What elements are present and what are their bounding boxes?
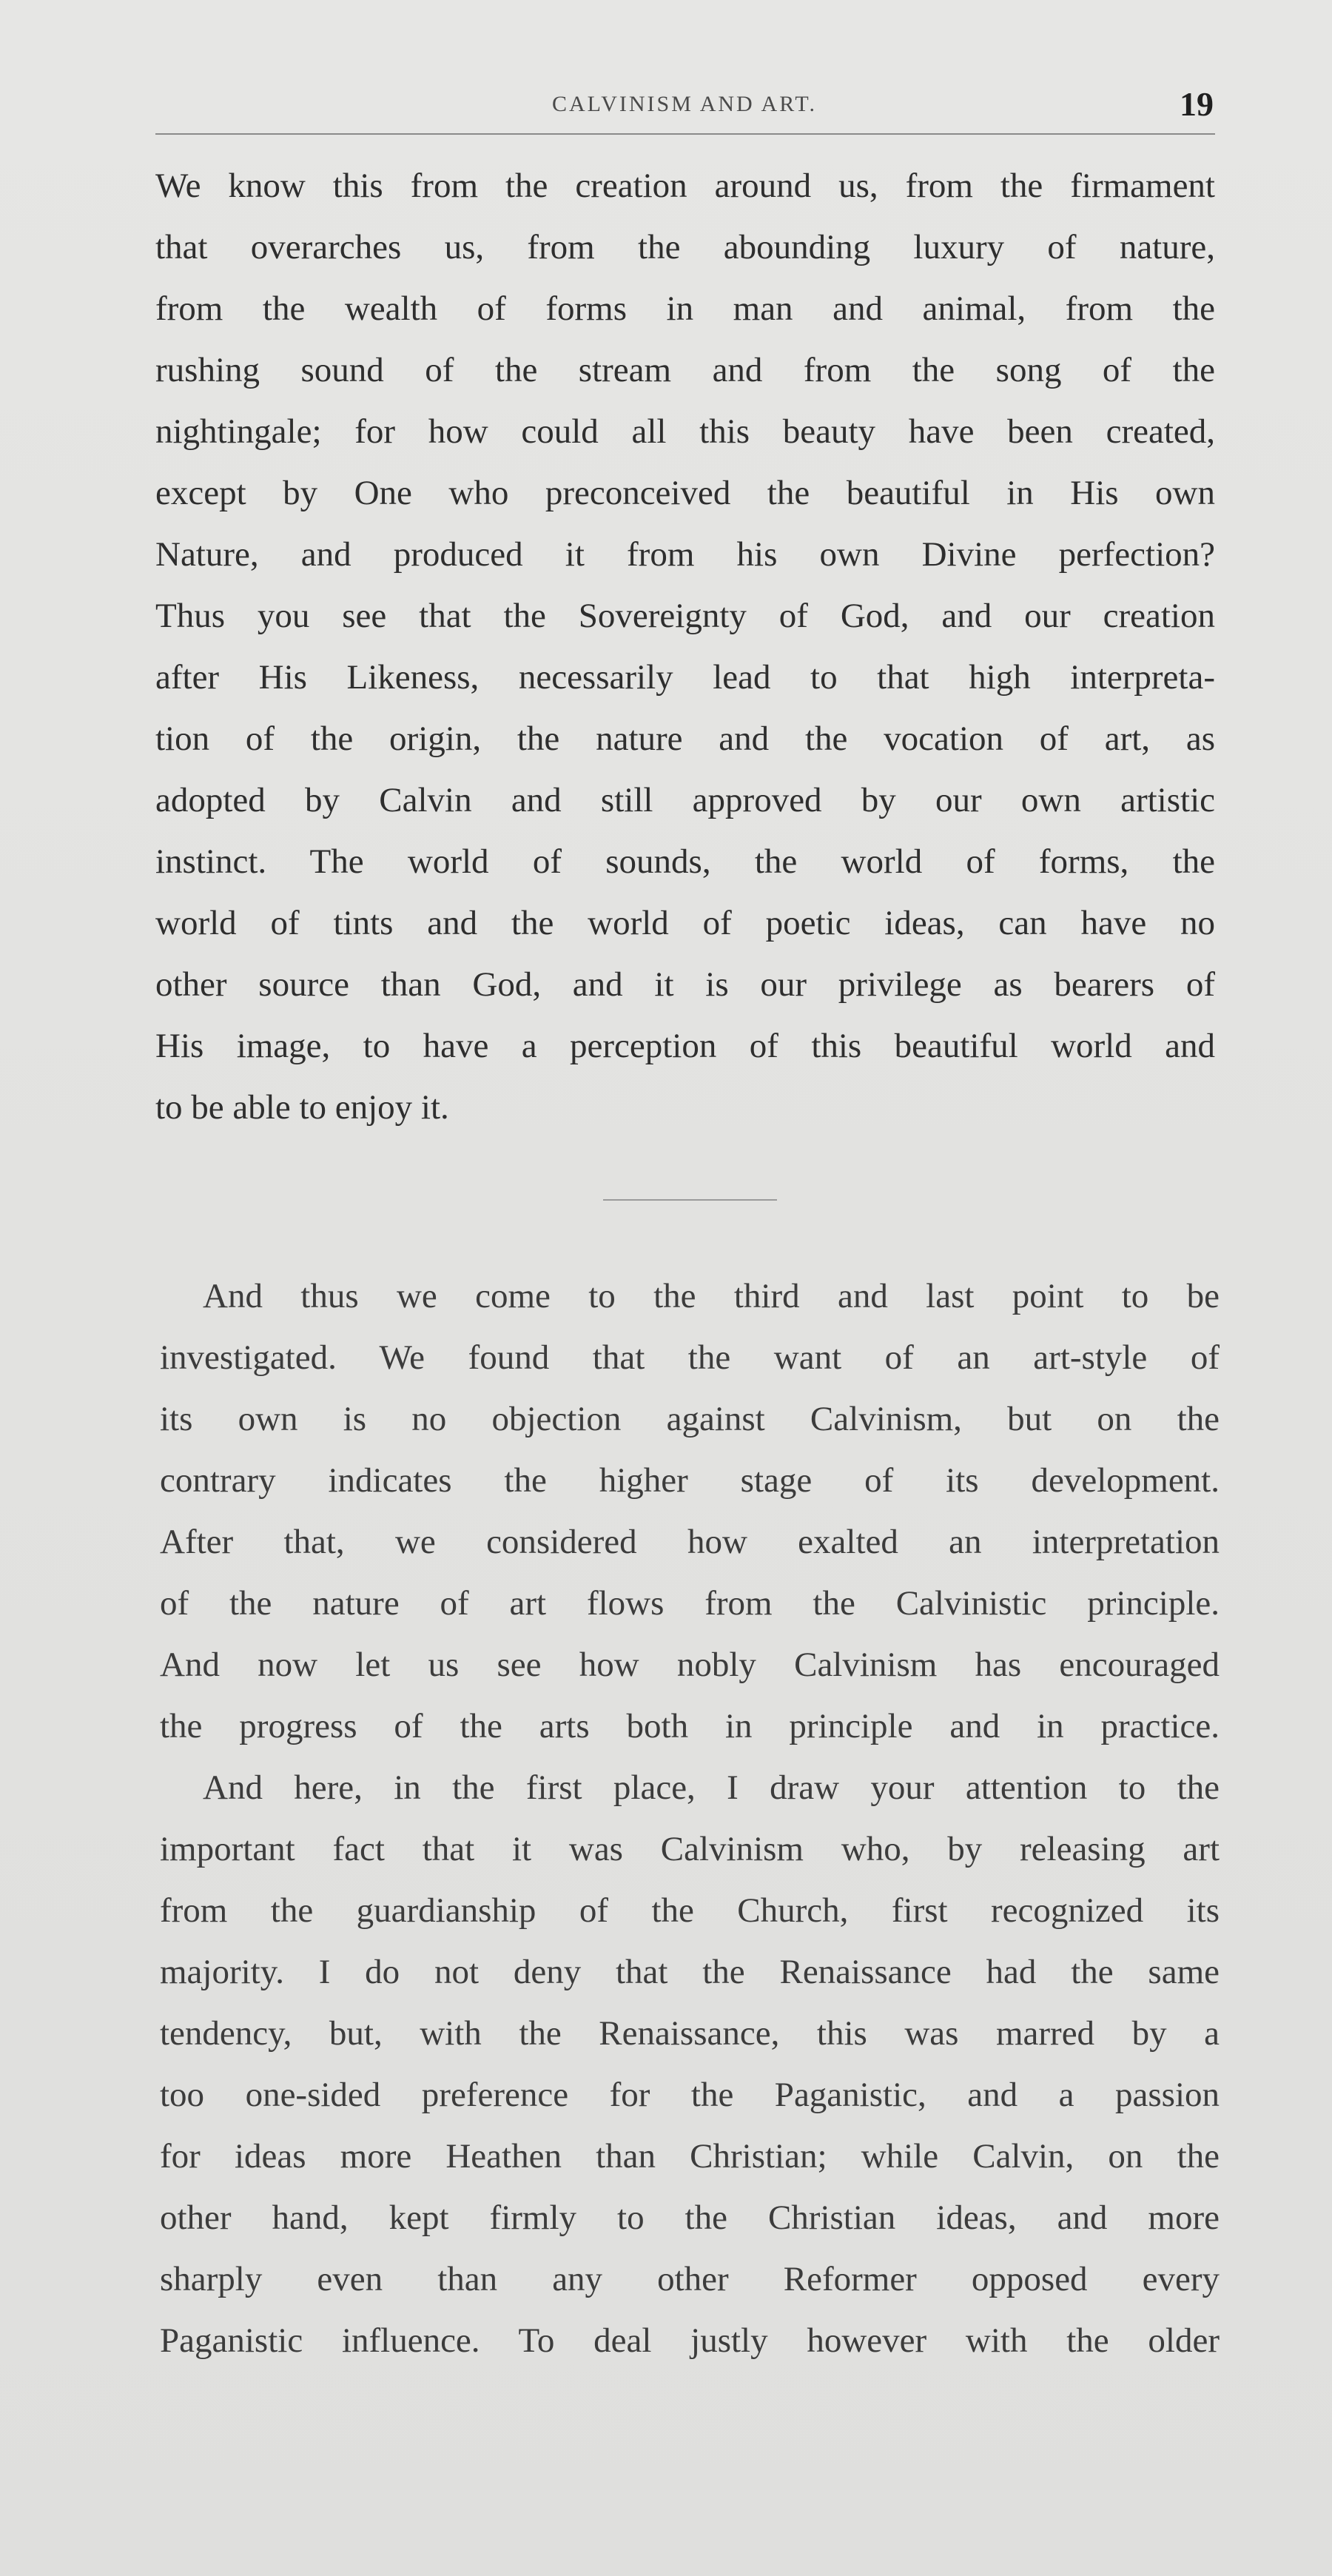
text-line: from the guardianship of the Church, first recognized its	[160, 1891, 1220, 1930]
text-line: too one-sided preference for the Paganistic, and a passion	[160, 2076, 1220, 2114]
text-line: its own is no objection against Calvinism, but on the	[160, 1400, 1220, 1438]
text-line: of the nature of art flows from the Calvinistic principle.	[160, 1584, 1220, 1623]
text-line: tion of the origin, the nature and the vocation of art, as	[155, 720, 1215, 758]
text-line: from the wealth of forms in man and animal, from the	[155, 289, 1215, 328]
text-line: important fact that it was Calvinism who, by releasing art	[160, 1830, 1220, 1868]
text-line: rushing sound of the stream and from the song of the	[155, 351, 1215, 389]
text-line: the progress of the arts both in principle and in practice.	[160, 1707, 1220, 1745]
text-line: after His Likeness, necessarily lead to that high interpreta-	[155, 658, 1215, 697]
page-number: 19	[1180, 85, 1214, 123]
header-rule	[155, 133, 1215, 135]
text-line: And here, in the first place, I draw your attention to the	[203, 1768, 1220, 1807]
paragraph-1	[155, 155, 1215, 1138]
text-line: for ideas more Heathen than Christian; while Calvin, on the	[160, 2137, 1220, 2176]
text-line: except by One who preconceived the beautiful in His own	[155, 474, 1215, 512]
text-line: contrary indicates the higher stage of its development.	[160, 1461, 1220, 1500]
text-line: And now let us see how nobly Calvinism has encouraged	[160, 1646, 1220, 1684]
text-line: investigated. We found that the want of an art-style of	[160, 1338, 1220, 1377]
text-line: Thus you see that the Sovereignty of God, and our creation	[155, 597, 1215, 635]
text-line: Nature, and produced it from his own Divine perfection?	[155, 535, 1215, 574]
text-line: to be able to enjoy it.	[155, 1088, 449, 1127]
text-line: After that, we considered how exalted an interpretation	[160, 1523, 1220, 1561]
text-line: Paganistic influence. To deal justly however with the older	[160, 2321, 1220, 2360]
text-line: instinct. The world of sounds, the world of forms, the	[155, 842, 1215, 881]
text-line: majority. I do not deny that the Renaissance had the same	[160, 1953, 1220, 1991]
text-line: other source than God, and it is our privilege as bearers of	[155, 965, 1215, 1004]
text-line: world of tints and the world of poetic ideas, can have no	[155, 904, 1215, 942]
running-title: CALVINISM AND ART.	[551, 92, 818, 116]
text-line: His image, to have a perception of this beautiful world and	[155, 1027, 1215, 1065]
text-line: other hand, kept firmly to the Christian ideas, and more	[160, 2198, 1220, 2237]
text-line: sharply even than any other Reformer opposed every	[160, 2260, 1220, 2298]
text-line: tendency, but, with the Renaissance, this was marred by a	[160, 2014, 1220, 2053]
running-head	[155, 87, 1214, 132]
text-line: nightingale; for how could all this beauty have been created,	[155, 412, 1215, 451]
section-divider	[603, 1199, 777, 1201]
paragraph-2	[160, 1266, 1220, 2372]
text-line: We know this from the creation around us, from the firmament	[155, 167, 1215, 205]
text-line: adopted by Calvin and still approved by our own artistic	[155, 781, 1215, 819]
text-line: And thus we come to the third and last point to be	[203, 1277, 1220, 1315]
text-line: that overarches us, from the abounding luxury of nature,	[155, 228, 1215, 266]
